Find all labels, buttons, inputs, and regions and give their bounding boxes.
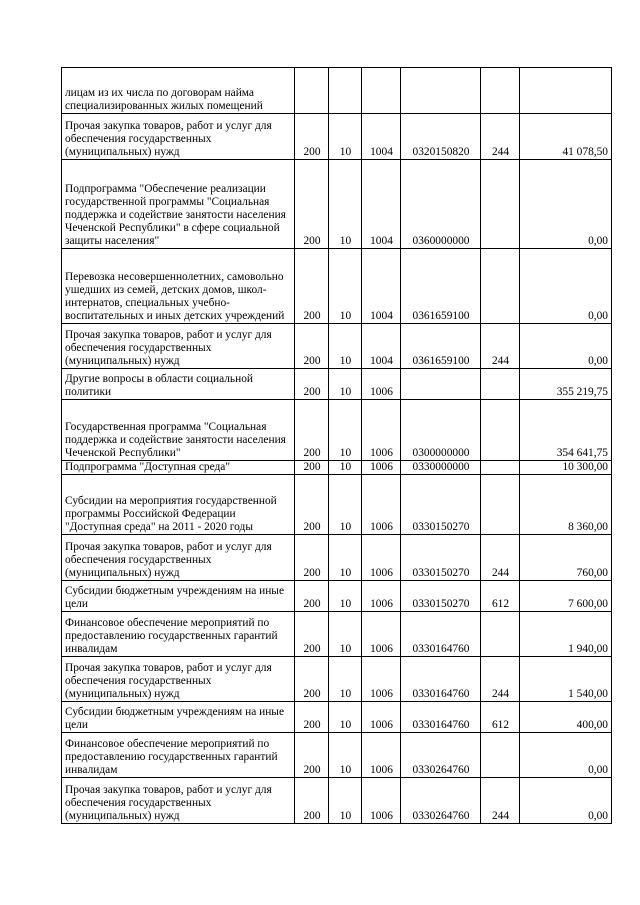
row-amount [520,68,612,114]
row-col2: 10 [329,733,362,778]
table-row [62,68,612,114]
table-row [62,114,612,160]
row-col4: 0360000000 [401,160,481,249]
row-amount: 1 940,00 [520,612,612,657]
row-name: Другие вопросы в области социальной политики [62,369,295,400]
row-col3: 1004 [362,160,401,249]
budget-table [61,67,612,824]
row-col3: 1006 [362,475,401,535]
row-col5 [481,475,520,535]
row-col1: 200 [295,733,329,778]
row-amount: 0,00 [520,733,612,778]
row-col3: 1006 [362,461,401,475]
row-col2: 10 [329,249,362,324]
row-col3: 1006 [362,369,401,400]
row-col2: 10 [329,535,362,581]
row-col5 [481,461,520,475]
row-col3 [362,68,401,114]
table-row [62,733,612,778]
table-row [62,581,612,612]
row-name: Прочая закупка товаров, работ и услуг для обеспечения государственных (муниципальных) нужд [62,778,295,824]
row-col2: 10 [329,778,362,824]
row-col1: 200 [295,581,329,612]
row-amount: 355 219,75 [520,369,612,400]
row-col5: 244 [481,657,520,702]
row-amount: 0,00 [520,324,612,369]
row-col2: 10 [329,324,362,369]
row-col2: 10 [329,114,362,160]
row-col3: 1004 [362,249,401,324]
row-col5: 612 [481,702,520,733]
row-col4: 0330164760 [401,612,481,657]
row-amount: 400,00 [520,702,612,733]
row-col1: 200 [295,400,329,461]
row-name: Субсидии на мероприятия государственной программы Российской Федерации "Доступная среда" на 2011 - 2020 годы [62,475,295,535]
table-row [62,612,612,657]
row-name: Подпрограмма "Обеспечение реализации государственной программы "Социальная поддержка и содействие занятости населения Чеченской Республики" в сфере социальной защиты населения" [62,160,295,249]
row-amount: 760,00 [520,535,612,581]
row-col2: 10 [329,160,362,249]
row-col1: 200 [295,249,329,324]
row-col1: 200 [295,369,329,400]
row-col1: 200 [295,461,329,475]
row-col5: 612 [481,581,520,612]
row-name: Субсидии бюджетным учреждениям на иные цели [62,702,295,733]
table-row [62,400,612,461]
row-col4 [401,369,481,400]
row-col4: 0330164760 [401,657,481,702]
table-row [62,778,612,824]
row-col5 [481,733,520,778]
row-name: Финансовое обеспечение мероприятий по предоставлению государственных гарантий инвалидам [62,733,295,778]
table-body [62,68,612,824]
row-col5 [481,68,520,114]
row-col4 [401,68,481,114]
row-col4: 0300000000 [401,400,481,461]
row-col5 [481,400,520,461]
row-col1: 200 [295,535,329,581]
row-col2: 10 [329,369,362,400]
row-amount: 0,00 [520,160,612,249]
row-col1: 200 [295,702,329,733]
row-name: Прочая закупка товаров, работ и услуг для обеспечения государственных (муниципальных) нужд [62,324,295,369]
row-name: Прочая закупка товаров, работ и услуг для обеспечения государственных (муниципальных) нужд [62,535,295,581]
row-col1: 200 [295,778,329,824]
row-col1: 200 [295,324,329,369]
row-name: лицам из их числа по договорам найма специализированных жилых помещений [62,68,295,114]
row-col2: 10 [329,612,362,657]
row-col5: 244 [481,778,520,824]
row-amount: 8 360,00 [520,475,612,535]
row-col3: 1006 [362,657,401,702]
row-name: Государственная программа "Социальная поддержка и содействие занятости населения Чеченской Республики" [62,400,295,461]
row-col4: 0330264760 [401,733,481,778]
row-col1: 200 [295,160,329,249]
table-row [62,324,612,369]
row-col4: 0330150270 [401,475,481,535]
table-row [62,657,612,702]
row-col5 [481,612,520,657]
table-row [62,160,612,249]
row-col5 [481,160,520,249]
row-col1: 200 [295,657,329,702]
row-col1: 200 [295,475,329,535]
row-col1: 200 [295,114,329,160]
row-col5: 244 [481,324,520,369]
row-col2: 10 [329,400,362,461]
row-col2: 10 [329,581,362,612]
row-amount: 0,00 [520,249,612,324]
row-name: Прочая закупка товаров, работ и услуг для обеспечения государственных (муниципальных) нужд [62,114,295,160]
row-col4: 0361659100 [401,324,481,369]
row-name: Прочая закупка товаров, работ и услуг для обеспечения государственных (муниципальных) нужд [62,657,295,702]
row-col5: 244 [481,535,520,581]
row-amount: 10 300,00 [520,461,612,475]
row-col3: 1006 [362,612,401,657]
row-col4: 0361659100 [401,249,481,324]
row-name: Финансовое обеспечение мероприятий по предоставлению государственных гарантий инвалидам [62,612,295,657]
row-col1: 200 [295,612,329,657]
table-row [62,249,612,324]
row-name: Субсидии бюджетным учреждениям на иные цели [62,581,295,612]
row-col3: 1006 [362,581,401,612]
row-name: Перевозка несовершеннолетних, самовольно ушедших из семей, детских домов, школ-интернатов, специальных учебно-воспитательных и иных детских учреждений [62,249,295,324]
row-col5 [481,369,520,400]
row-col2: 10 [329,702,362,733]
row-col3: 1006 [362,400,401,461]
row-col2: 10 [329,657,362,702]
row-col3: 1006 [362,733,401,778]
row-col3: 1006 [362,778,401,824]
row-col2: 10 [329,461,362,475]
row-amount: 0,00 [520,778,612,824]
row-col4: 0330150270 [401,535,481,581]
row-col3: 1004 [362,114,401,160]
row-name: Подпрограмма "Доступная среда" [62,461,295,475]
table-row [62,369,612,400]
row-col4: 0320150820 [401,114,481,160]
row-col4: 0330164760 [401,702,481,733]
row-col1 [295,68,329,114]
row-amount: 1 540,00 [520,657,612,702]
table-row [62,475,612,535]
row-col3: 1006 [362,535,401,581]
row-amount: 7 600,00 [520,581,612,612]
table-row [62,535,612,581]
table-row [62,702,612,733]
row-amount: 41 078,50 [520,114,612,160]
table-row [62,461,612,475]
row-col5: 244 [481,114,520,160]
row-col2 [329,68,362,114]
row-col4: 0330264760 [401,778,481,824]
row-col2: 10 [329,475,362,535]
row-col5 [481,249,520,324]
row-col4: 0330000000 [401,461,481,475]
row-col4: 0330150270 [401,581,481,612]
row-amount: 354 641,75 [520,400,612,461]
row-col3: 1006 [362,702,401,733]
row-col3: 1004 [362,324,401,369]
